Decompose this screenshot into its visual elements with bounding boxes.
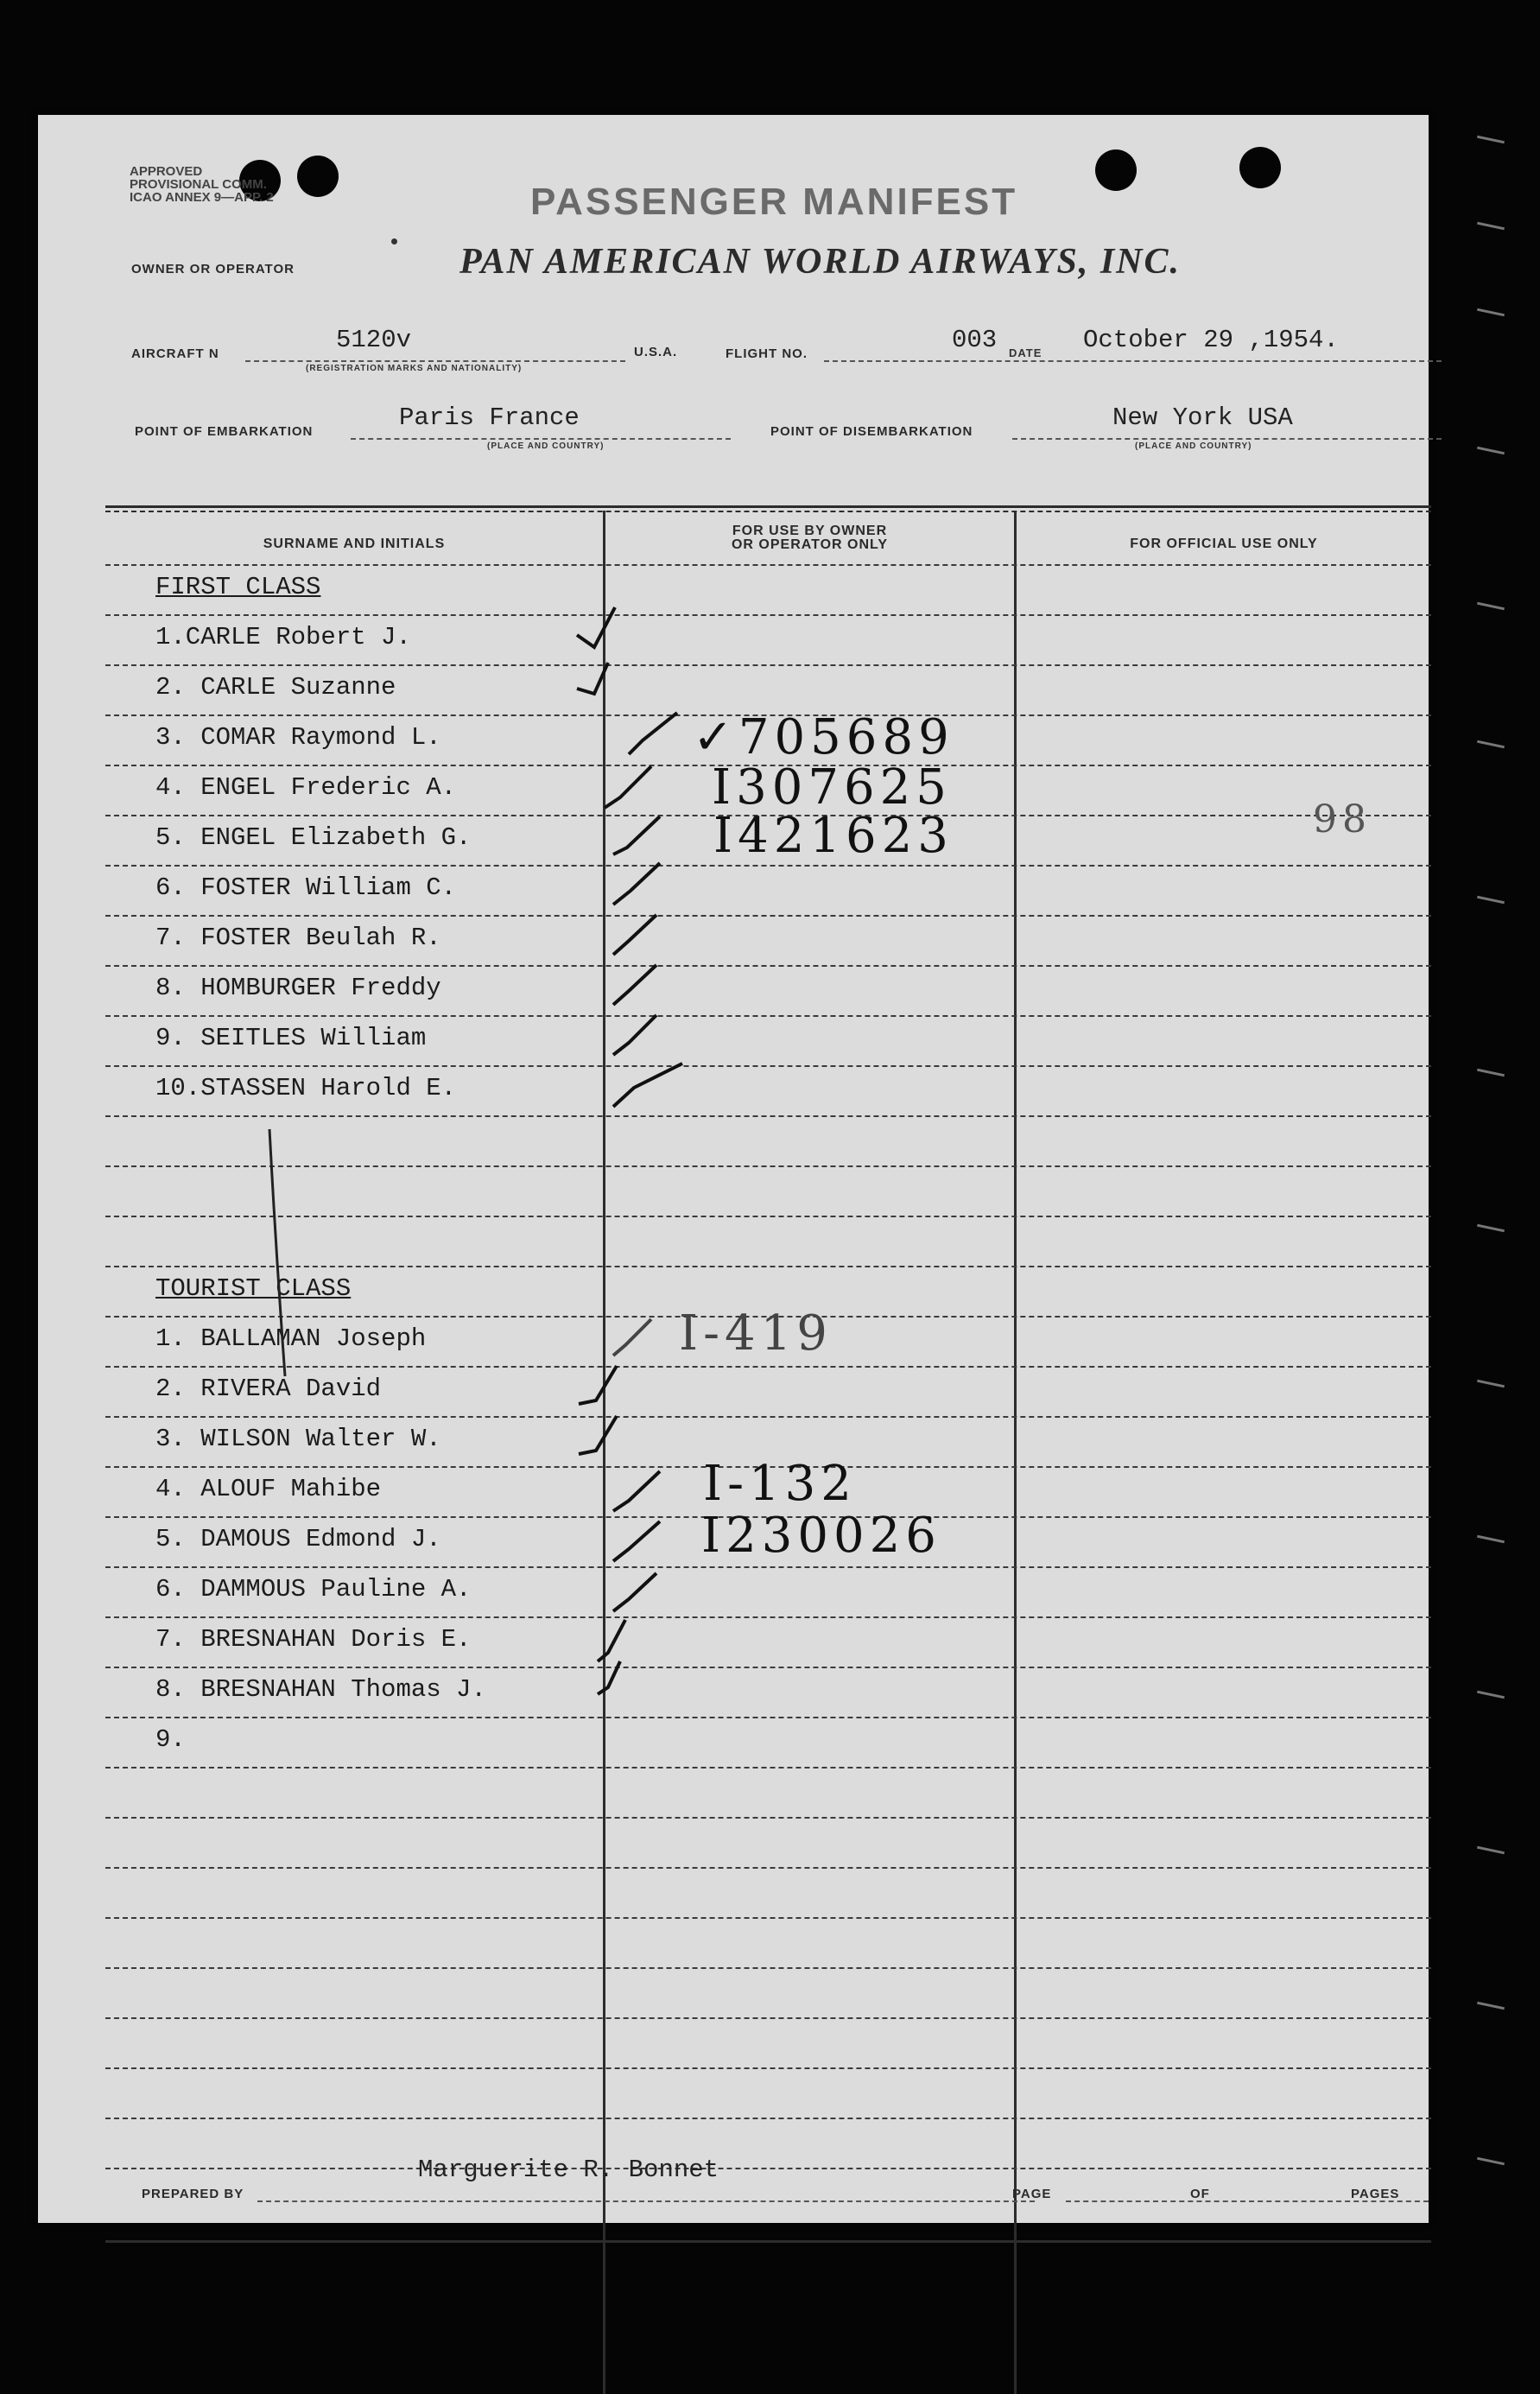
row-rule xyxy=(105,1616,1431,1618)
row-rule xyxy=(105,1767,1431,1769)
passenger-row: 1.CARLE Robert J. xyxy=(155,623,411,651)
table-top-rule xyxy=(105,511,1431,512)
column-divider xyxy=(1014,511,1017,2394)
of-label: OF xyxy=(1190,2187,1210,2201)
row-rule xyxy=(105,2017,1431,2019)
row-rule xyxy=(105,1917,1431,1919)
flight-underline xyxy=(824,360,1442,362)
check-mark-icon xyxy=(574,657,634,709)
passenger-row: 9. SEITLES William xyxy=(155,1024,427,1052)
stamp-line: PROVISIONAL COMM. xyxy=(130,177,267,192)
passenger-row: 7. FOSTER Beulah R. xyxy=(155,924,441,952)
passenger-row: 4. ENGEL Frederic A. xyxy=(155,773,457,802)
edge-mark xyxy=(1477,740,1505,749)
pencil-stroke xyxy=(263,1126,297,1385)
punch-hole xyxy=(1095,149,1137,191)
row-rule xyxy=(105,1566,1431,1568)
check-mark-icon xyxy=(574,599,634,659)
owner-value: PAN AMERICAN WORLD AIRWAYS, INC. xyxy=(459,242,1182,282)
disembark-underline xyxy=(1012,438,1442,440)
edge-mark xyxy=(1477,2157,1505,2166)
edge-mark xyxy=(1477,222,1505,231)
pages-label: PAGES xyxy=(1351,2187,1400,2201)
row-rule xyxy=(105,1967,1431,1969)
stamp-line: ICAO ANNEX 9—APP. 2 xyxy=(130,190,274,205)
disembark-value: New York USA xyxy=(1112,403,1293,432)
edge-mark xyxy=(1477,602,1505,611)
passenger-row: 1. BALLAMAN Joseph xyxy=(155,1324,427,1353)
edge-mark xyxy=(1477,308,1505,317)
row-rule xyxy=(105,1817,1431,1819)
flight-value: 003 xyxy=(952,326,998,354)
row-rule xyxy=(105,2168,1431,2169)
flight-label: FLIGHT NO. xyxy=(726,346,808,361)
column-header-names: SURNAME AND INITIALS xyxy=(263,537,446,551)
passenger-row: 2. RIVERA David xyxy=(155,1375,382,1403)
usa-label: U.S.A. xyxy=(634,345,678,359)
ink-dot xyxy=(391,238,397,244)
handwritten-note: I421623 xyxy=(713,808,954,864)
embark-label: POINT OF EMBARKATION xyxy=(135,424,314,439)
passenger-row: 3. COMAR Raymond L. xyxy=(155,723,441,752)
embark-sub: (PLACE AND COUNTRY) xyxy=(487,441,605,451)
edge-mark xyxy=(1477,896,1505,905)
passenger-row: 5. DAMOUS Edmond J. xyxy=(155,1525,441,1553)
page-title: PASSENGER MANIFEST xyxy=(530,181,1018,223)
passenger-row: 10.STASSEN Harold E. xyxy=(155,1074,457,1102)
edge-mark xyxy=(1477,1846,1505,1855)
page-label: PAGE xyxy=(1012,2187,1052,2201)
stamp-line: APPROVED xyxy=(130,164,203,179)
row-rule xyxy=(105,564,1431,566)
disembark-label: POINT OF DISEMBARKATION xyxy=(770,424,973,439)
punch-hole xyxy=(1239,147,1281,188)
edge-mark xyxy=(1477,1691,1505,1699)
owner-label: OWNER OR OPERATOR xyxy=(131,262,295,276)
passenger-row: 3. WILSON Walter W. xyxy=(155,1425,441,1453)
date-label: DATE xyxy=(1009,346,1043,359)
aircraft-underline xyxy=(245,360,625,362)
manifest-sheet xyxy=(38,115,1429,2223)
handwritten-note: I230026 xyxy=(701,1508,941,1564)
edge-mark xyxy=(1477,2002,1505,2010)
passenger-row: 2. CARLE Suzanne xyxy=(155,673,396,702)
row-rule xyxy=(105,1065,1431,1067)
approval-stamp xyxy=(130,165,274,204)
check-mark-icon xyxy=(591,1649,660,1701)
column-header-line: FOR USE BY OWNER xyxy=(732,524,888,538)
row-rule xyxy=(105,965,1431,967)
row-rule xyxy=(105,915,1431,917)
row-rule xyxy=(105,664,1431,666)
embark-value: Paris France xyxy=(399,403,580,432)
aircraft-value: 5120v xyxy=(336,326,412,354)
passenger-row: 4. ALOUF Mahibe xyxy=(155,1475,382,1503)
edge-mark xyxy=(1477,447,1505,455)
embark-underline xyxy=(351,438,731,440)
column-header-line: OR OPERATOR ONLY xyxy=(731,537,889,552)
column-header-owner-use xyxy=(605,524,1014,552)
passenger-row: 5. ENGEL Elizabeth G. xyxy=(155,823,472,852)
row-rule xyxy=(105,865,1431,867)
row-rule xyxy=(105,1266,1431,1267)
passenger-row: 8. BRESNAHAN Thomas J. xyxy=(155,1675,486,1704)
row-rule xyxy=(105,1667,1431,1668)
table-top-rule xyxy=(105,505,1431,508)
passenger-row: 7. BRESNAHAN Doris E. xyxy=(155,1625,472,1654)
passenger-row: 6. DAMMOUS Pauline A. xyxy=(155,1575,472,1603)
disembark-sub: (PLACE AND COUNTRY) xyxy=(1135,441,1252,451)
handwritten-note: I-132 xyxy=(703,1456,857,1512)
row-rule xyxy=(105,1165,1431,1167)
check-mark-icon xyxy=(608,1053,694,1114)
edge-mark xyxy=(1477,136,1505,144)
date-value: October 29 ,1954. xyxy=(1083,326,1339,354)
prepared-by-value: Marguerite R. Bonnet xyxy=(418,2156,719,2184)
column-header-official: FOR OFFICIAL USE ONLY xyxy=(1130,537,1318,551)
edge-mark xyxy=(1477,1535,1505,1544)
first-class-heading: FIRST CLASS xyxy=(155,573,321,601)
passenger-row: 9. xyxy=(155,1725,186,1754)
prepared-underline xyxy=(257,2200,1035,2202)
punch-hole xyxy=(297,156,339,197)
handwritten-note: I307625 xyxy=(712,759,952,816)
passenger-row: 8. HOMBURGER Freddy xyxy=(155,974,441,1002)
official-mark: 98 xyxy=(1313,797,1372,841)
table-bottom-rule xyxy=(105,2240,1431,2243)
edge-mark xyxy=(1477,1069,1505,1077)
handwritten-note: I-419 xyxy=(679,1305,833,1362)
row-rule xyxy=(105,1366,1431,1368)
row-rule xyxy=(105,1717,1431,1718)
tourist-class-heading: TOURIST CLASS xyxy=(155,1274,352,1303)
row-rule xyxy=(105,1216,1431,1217)
row-rule xyxy=(105,2067,1431,2069)
edge-mark xyxy=(1477,1380,1505,1388)
prepared-by-label: PREPARED BY xyxy=(142,2187,244,2201)
row-rule xyxy=(105,614,1431,616)
row-rule xyxy=(105,1015,1431,1017)
row-rule xyxy=(105,1867,1431,1869)
aircraft-label: AIRCRAFT N xyxy=(131,346,219,361)
row-rule xyxy=(105,1115,1431,1117)
edge-mark xyxy=(1477,1224,1505,1233)
row-rule xyxy=(105,2118,1431,2119)
handwritten-note: ✓705689 xyxy=(693,709,954,765)
passenger-row: 6. FOSTER William C. xyxy=(155,873,457,902)
row-rule xyxy=(105,1416,1431,1418)
aircraft-sub: (REGISTRATION MARKS AND NATIONALITY) xyxy=(306,364,523,373)
